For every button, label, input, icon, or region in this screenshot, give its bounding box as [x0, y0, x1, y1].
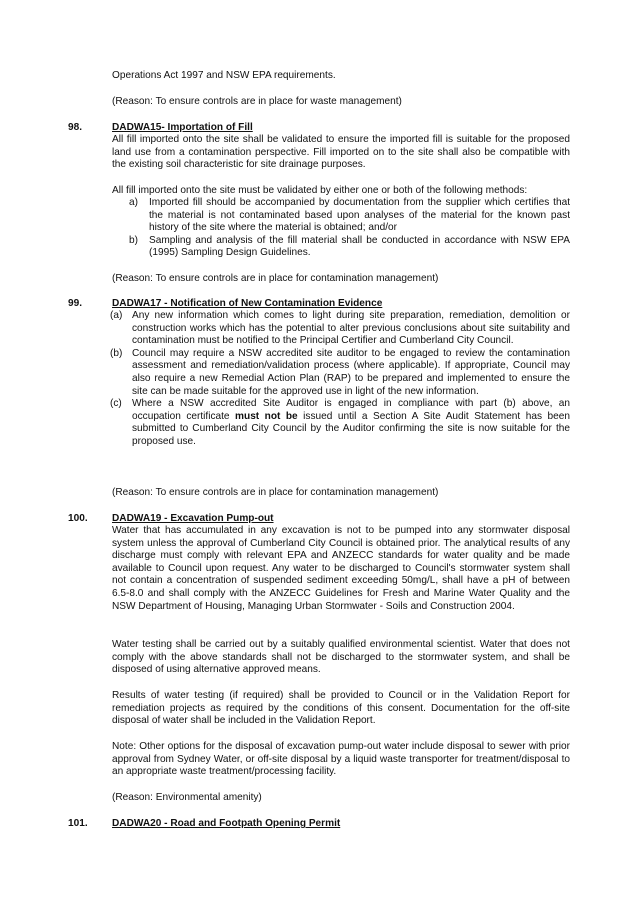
list-item-text: Any new information which comes to light during site preparation, remediation, demolition or construction works which has the potential to alter previous conclusions about site suitability and contamination must be notified to the Principal Certifier and Cumberland City Council. [132, 310, 570, 347]
condition-99-number: 99. [68, 298, 83, 309]
list-item-label: b) [129, 234, 138, 246]
condition-98-para1: All fill imported onto the site shall be validated to ensure the imported fill is suitable for the proposed land use from a contamination perspective. Fill imported on to the site shall also be compatible with the existing soil characteristic for site drainage purposes. [112, 134, 570, 171]
list-item-label: (b) [110, 347, 123, 359]
list-item [129, 234, 570, 260]
condition-99-heading: DADWA17 - Notification of New Contamination Evidence [112, 298, 383, 309]
list-item [129, 197, 570, 235]
condition-98-number: 98. [68, 122, 83, 133]
intro-reason: (Reason: To ensure controls are in place for waste management) [112, 96, 402, 107]
list-item-text: Sampling and analysis of the fill material shall be conducted in accordance with NSW EPA (1995) Sampling Design Guidelines. [149, 234, 570, 259]
condition-100-para1: Water that has accumulated in any excavation is not to be pumped into any stormwater disposal system unless the approval of Cumberland City Council is obtained prior. The analytical results of any discharge must comply with relevant EPA and ANZECC standards for water quality and be made available to Council upon request. Any water to be discharged to Council's stormwater system shall not contain a concentration of suspended sediment exceeding 50mg/L, shall have a pH of between 6.5-8.0 and shall comply with the ANZECC Guidelines for Fresh and Marine Water Quality and the NSW Department of Housing, Managing Urban Stormwater - Soils and Construction 2004. [112, 525, 570, 612]
condition-98-method-list [129, 197, 570, 260]
condition-100-reason: (Reason: Environmental amenity) [112, 792, 262, 803]
condition-100-heading: DADWA19 - Excavation Pump-out [112, 513, 274, 524]
condition-101-heading: DADWA20 - Road and Footpath Opening Permit [112, 818, 341, 829]
list-item-text-start: Where a NSW accredited Site Auditor is engaged in compliance with part (b) above, an occupation certificate [132, 398, 570, 422]
condition-101-number: 101. [68, 818, 88, 829]
list-item-text-emphasis: must not be [235, 410, 298, 422]
list-item-label: a) [129, 197, 138, 208]
condition-100-para2: Water testing shall be carried out by a suitably qualified environmental scientist. Water that does not comply with the above standards shall not be discharged to the stormwater system, and shall be disposed of using alternative approved means. [112, 639, 570, 676]
list-item-text-end: issued until a Section A Site Audit Statement has been submitted to Cumberland City Council by the Auditor confirming the site is now suitable for the proposed use. [132, 410, 570, 447]
list-item-label: (a) [110, 310, 123, 321]
condition-98-reason: (Reason: To ensure controls are in place for contamination management) [112, 273, 439, 284]
list-item-label: (c) [110, 398, 122, 410]
intro-line: Operations Act 1997 and NSW EPA requirements. [112, 70, 336, 81]
condition-98-heading: DADWA15- Importation of Fill [112, 122, 253, 133]
list-item [110, 398, 570, 448]
condition-100-para3: Results of water testing (if required) shall be provided to Council or in the Validation Report for remediation projects as required by the conditions of this consent. Documentation for the off-site disposal of water shall be included in the Validation Report. [112, 690, 570, 727]
list-item-text: Imported fill should be accompanied by documentation from the supplier which certifies that the material is not contaminated based upon analyses of the material for the known past history of the site where the material is obtained; and/or [149, 197, 570, 234]
list-item [110, 347, 570, 398]
condition-100-para4: Note: Other options for the disposal of excavation pump-out water include disposal to sewer with prior approval from Sydney Water, or off-site disposal by a liquid waste transporter for treatment/disposal to an appropriate waste treatment/processing facility. [112, 741, 570, 778]
condition-99-reason: (Reason: To ensure controls are in place for contamination management) [112, 487, 439, 498]
condition-100-number: 100. [68, 513, 88, 524]
condition-99-item-list [110, 310, 570, 449]
condition-98-para2: All fill imported onto the site must be validated by either one or both of the following methods: [112, 185, 528, 196]
list-item-text: Council may require a NSW accredited site auditor to be engaged to review the contamination assessment and remediation/validation process (where applicable). If appropriate, Council may also require a new Remedial Action Plan (RAP) to be prepared and implemented to ensure the site can be made suitable for the approved use in light of the new information. [132, 347, 570, 397]
list-item [110, 310, 570, 348]
